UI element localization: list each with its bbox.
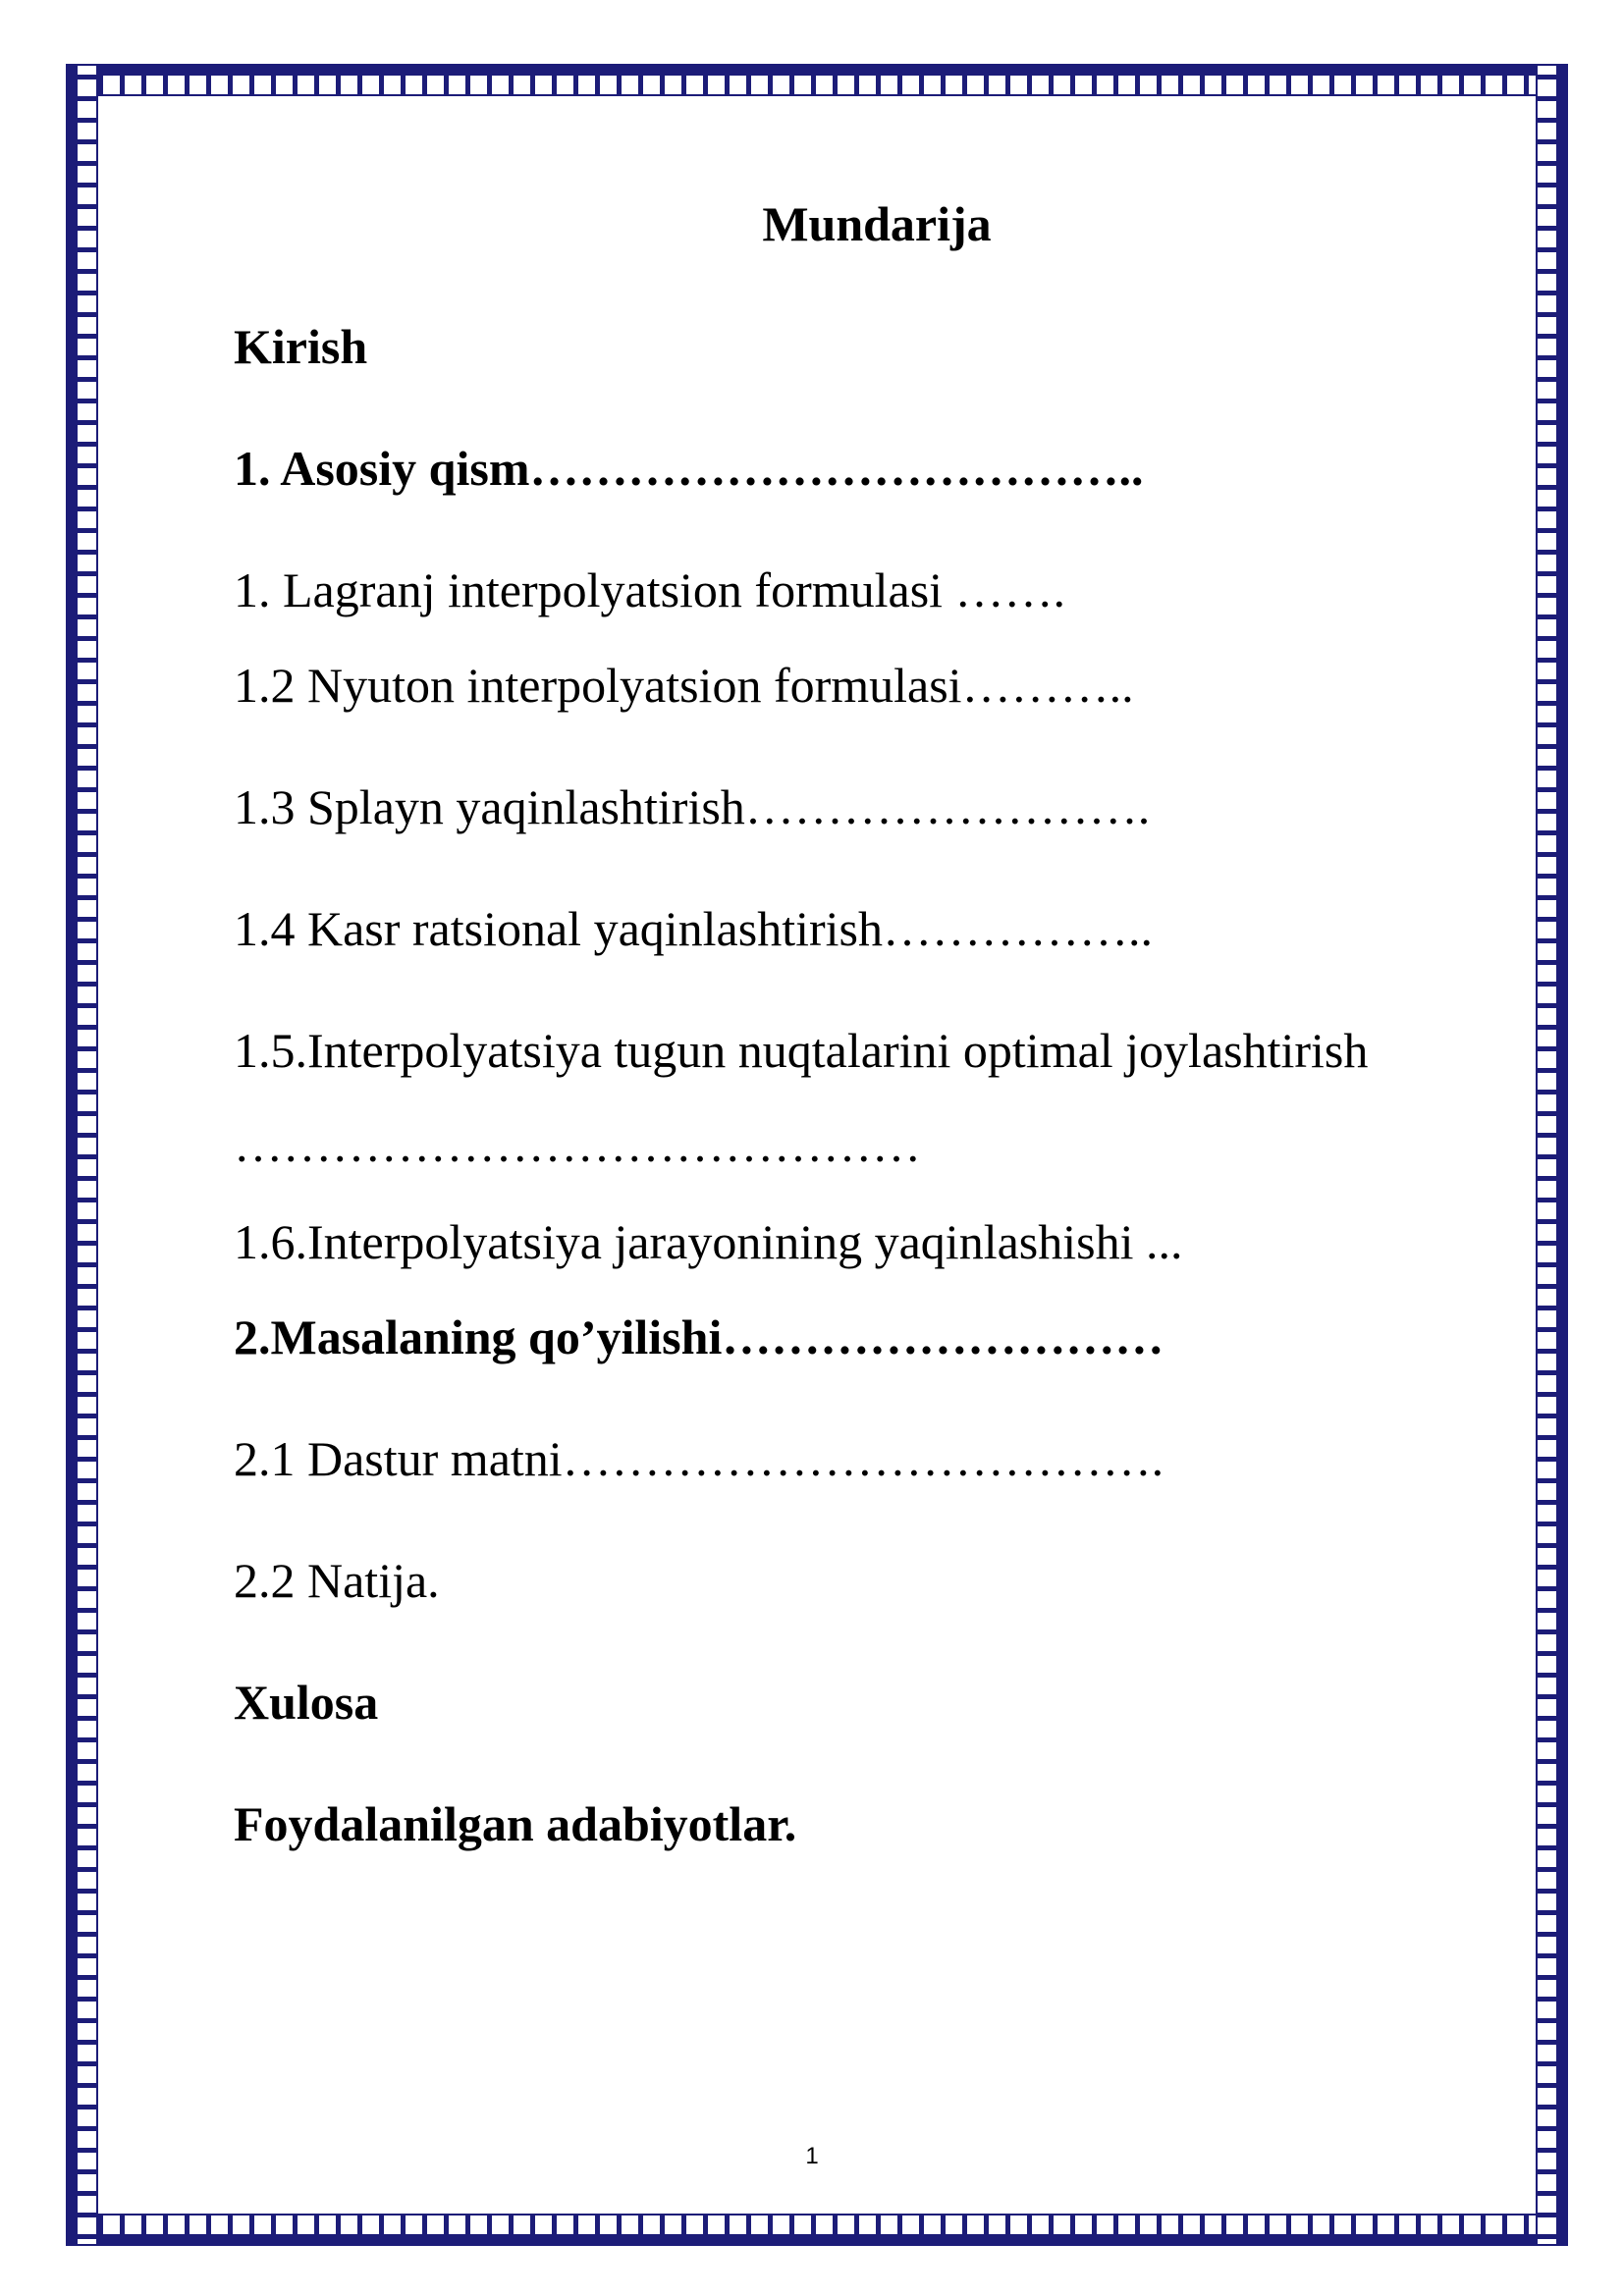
page-border-left (66, 64, 98, 2246)
toc-entry-node-placement: 1.5.Interpolyatsiya tugun nuqtalarini optimal joylashtirish (234, 1023, 1369, 1078)
toc-entry-lagrange: 1. Lagranj interpolyatsion formulasi ……. (234, 562, 1066, 617)
page-title: Mundarija (762, 196, 992, 251)
toc-entry-spline: 1.3 Splayn yaqinlashtirish……………………. (234, 779, 1151, 834)
toc-entry-conclusion: Xulosa (234, 1675, 379, 1730)
page-border-top (66, 64, 1568, 96)
toc-entry-rational: 1.4 Kasr ratsional yaqinlashtirish…………….. (234, 901, 1153, 956)
page-border-right (1536, 64, 1568, 2246)
toc-entry-references: Foydalanilgan adabiyotlar. (234, 1796, 797, 1851)
toc-entry-convergence: 1.6.Interpolyatsiya jarayonining yaqinlashishi ... (234, 1214, 1183, 1269)
toc-entry-introduction: Kirish (234, 319, 368, 374)
toc-entry-node-placement-leader: …………………………………… (234, 1117, 921, 1172)
page-number: 1 (805, 2143, 819, 2169)
toc-entry-problem-statement: 2.Masalaning qo’yilishi……………………… (234, 1309, 1164, 1364)
toc-entry-result: 2.2 Natija. (234, 1553, 440, 1608)
toc-entry-main-part: 1. Asosiy qism……………………………….. (234, 441, 1144, 496)
page-border-bottom (66, 2214, 1568, 2246)
toc-entry-newton: 1.2 Nyuton interpolyatsion formulasi……….. (234, 658, 1134, 713)
toc-entry-program-text: 2.1 Dastur matni………………………………. (234, 1431, 1164, 1486)
